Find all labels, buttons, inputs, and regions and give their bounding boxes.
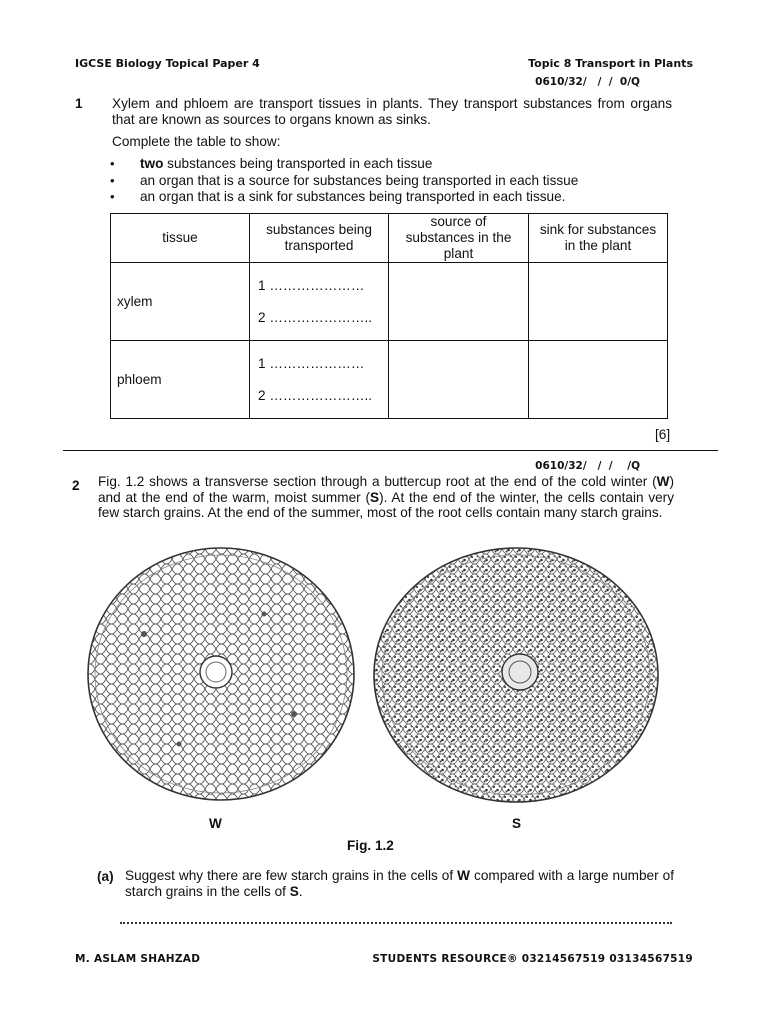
part-a-text-part: compared with a large number of starch grains in the cells of bbox=[125, 868, 675, 899]
column-header-tissue: tissue bbox=[111, 214, 250, 263]
cell-tissue-xylem: xylem bbox=[111, 263, 250, 341]
figure-label-w: W bbox=[209, 816, 222, 831]
bullet-text: substances being transported in each tissue bbox=[163, 156, 433, 171]
label-w-inline: W bbox=[656, 474, 670, 489]
column-header-substances: substances being transported bbox=[250, 214, 389, 263]
question-2-text-part: Fig. 1.2 shows a transverse section through a buttercup root at the end of the cold winter ( bbox=[98, 474, 657, 489]
question-2-text-part: ). At the end of the winter, the cells contain very few starch grains. At the end of the summer, most of the root cells contain many starch grains. bbox=[98, 489, 674, 520]
question-1-intro: Xylem and phloem are transport tissues in plants. They transport substances from organs that are known as sources to organs known as sinks. bbox=[112, 96, 672, 127]
transport-table bbox=[110, 213, 668, 419]
cell-source-phloem[interactable] bbox=[389, 341, 529, 419]
question-2-number: 2 bbox=[72, 478, 80, 493]
cell-sink-phloem[interactable] bbox=[529, 341, 668, 419]
part-a-text-part: . bbox=[298, 884, 303, 899]
answer-line-1: 1 ………………… bbox=[258, 355, 365, 371]
cell-substances-xylem[interactable] bbox=[250, 263, 389, 341]
bullet-bold: two bbox=[140, 156, 164, 171]
part-a-text bbox=[125, 868, 674, 900]
table-row bbox=[111, 341, 668, 419]
figure-caption: Fig. 1.2 bbox=[347, 838, 394, 853]
answer-line-2: 2 ………………….. bbox=[258, 309, 373, 325]
table-row bbox=[111, 263, 668, 341]
column-header-sink: sink for substances in the plant bbox=[529, 214, 668, 263]
answer-line[interactable] bbox=[120, 922, 672, 924]
vascular-stele bbox=[502, 654, 538, 690]
vascular-stele bbox=[200, 656, 232, 688]
cell-tissue-phloem: phloem bbox=[111, 341, 250, 419]
column-header-source: source of substances in the plant bbox=[389, 214, 529, 263]
question-1-number: 1 bbox=[75, 96, 83, 111]
question-1-marks: [6] bbox=[655, 427, 671, 442]
header-left: IGCSE Biology Topical Paper 4 bbox=[75, 57, 260, 70]
question-code-2: 0610/32/ / / /Q bbox=[535, 460, 640, 472]
label-s-inline: S bbox=[369, 489, 380, 505]
question-1-bullets bbox=[110, 156, 578, 206]
bullet-item bbox=[110, 156, 578, 173]
bullet-item: • an organ that is a source for substances being transported in each tissue bbox=[110, 173, 578, 190]
footer-right: STUDENTS RESOURCE® 03214567519 03134567519 bbox=[372, 953, 693, 965]
part-a-text-part: Suggest why there are few starch grains in the cells of bbox=[125, 868, 458, 883]
part-a-label: (a) bbox=[97, 869, 114, 884]
question-code-1: 0610/32/ / / 0/Q bbox=[535, 76, 640, 88]
answer-line-2: 2 ………………….. bbox=[258, 387, 373, 403]
footer-left: M. ASLAM SHAHZAD bbox=[75, 953, 201, 965]
label-s-inline: S bbox=[289, 884, 299, 899]
question-2-text bbox=[98, 474, 674, 521]
cell-source-xylem[interactable] bbox=[389, 263, 529, 341]
label-w-inline: W bbox=[457, 868, 471, 883]
question-1-instruction: Complete the table to show: bbox=[112, 134, 281, 149]
root-section-summer-image bbox=[370, 544, 662, 806]
answer-line-1: 1 ………………… bbox=[258, 277, 365, 293]
section-divider bbox=[63, 450, 718, 451]
figure-label-s: S bbox=[512, 816, 522, 831]
cell-substances-phloem[interactable] bbox=[250, 341, 389, 419]
question-2-text-part: ) and at the end of the warm, moist summer ( bbox=[98, 474, 674, 505]
cell-sink-xylem[interactable] bbox=[529, 263, 668, 341]
root-section-winter-image bbox=[84, 544, 358, 804]
header-right: Topic 8 Transport in Plants bbox=[528, 57, 693, 70]
bullet-item: • an organ that is a sink for substances being transported in each tissue. bbox=[110, 189, 578, 206]
